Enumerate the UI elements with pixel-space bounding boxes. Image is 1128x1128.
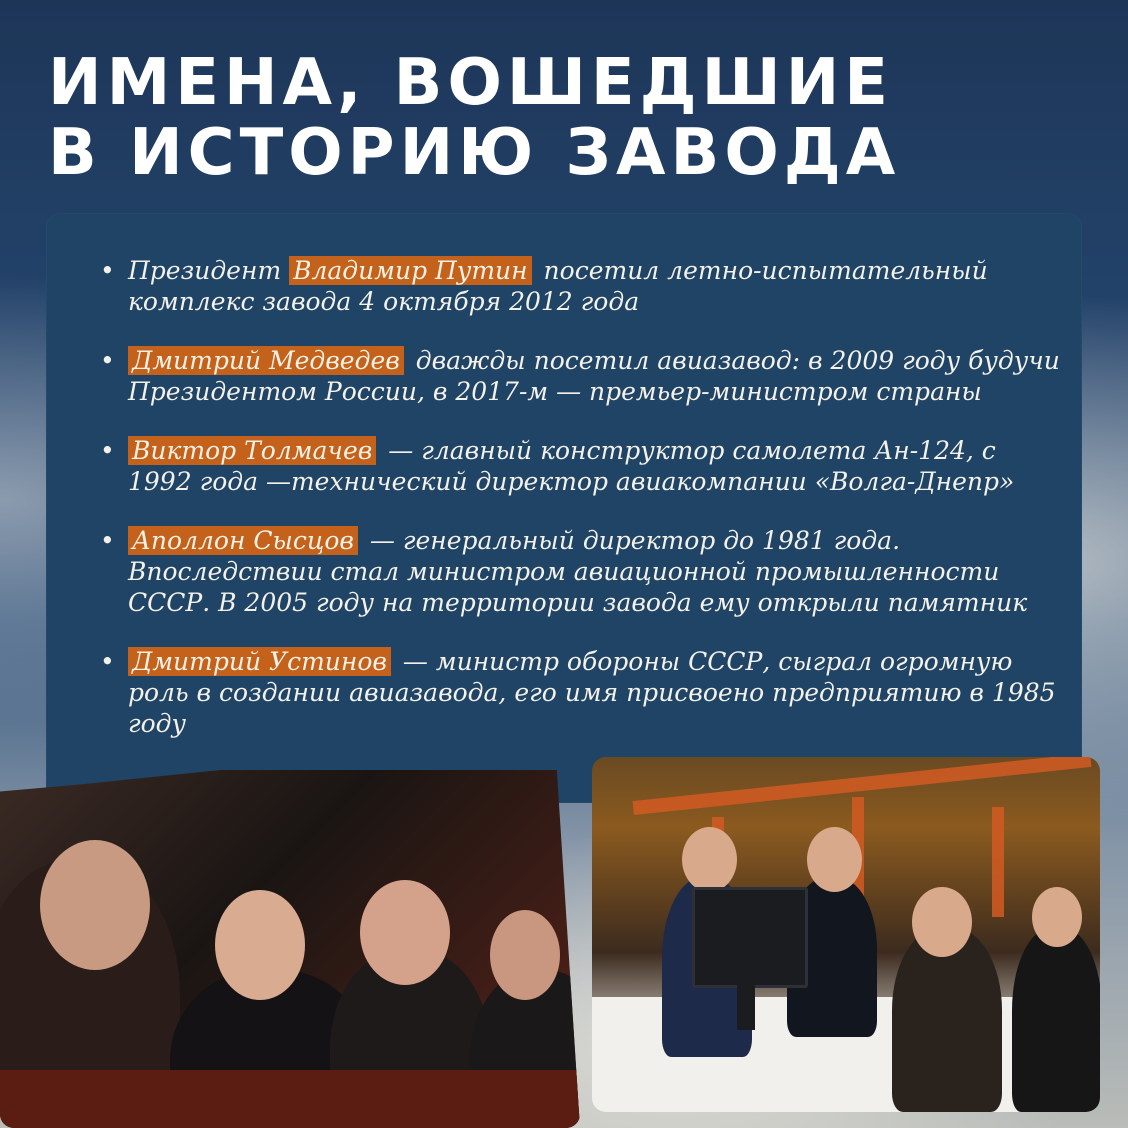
meeting-photo: [0, 770, 580, 1128]
fact-text: — министр обороны СССР, сыграл огромную роль в создании авиазавода, его имя присвоено предприятию в 1985 году: [128, 647, 1056, 738]
list-item: [100, 435, 1060, 497]
fact-text: — главный конструктор самолета Ан-124, с 1992 года —технический директор авиакомпании «Волга-Днепр»: [128, 436, 1015, 496]
list-item: [100, 255, 1060, 317]
title-line-1: ИМЕНА, ВОШЕДШИЕ: [48, 46, 893, 120]
fact-text: посетил летно-испытательный комплекс завода 4 октября 2012 года: [128, 256, 988, 316]
highlighted-name: Дмитрий Медведев: [128, 346, 404, 375]
highlighted-name: Виктор Толмачев: [128, 436, 376, 465]
list-item: [100, 646, 1060, 739]
factory-photo: [592, 757, 1100, 1112]
facts-list: [100, 255, 1060, 767]
fact-text: дважды посетил авиазавод: в 2009 году будучи Президентом России, в 2017-м — премьер-министром страны: [128, 346, 1060, 406]
title-line-2: В ИСТОРИЮ ЗАВОДА: [48, 116, 901, 190]
list-item: [100, 345, 1060, 407]
highlighted-name: Дмитрий Устинов: [128, 647, 391, 676]
highlighted-name: Аполлон Сысцов: [128, 526, 358, 555]
list-item: [100, 525, 1060, 618]
fact-prefix: Президент: [128, 256, 290, 285]
page-title: [48, 48, 900, 188]
highlighted-name: Владимир Путин: [289, 256, 532, 285]
fact-text: — генеральный директор до 1981 года. Впоследствии стал министром авиационной промышленности СССР. В 2005 году на территории завода ему открыли памятник: [128, 526, 1028, 617]
